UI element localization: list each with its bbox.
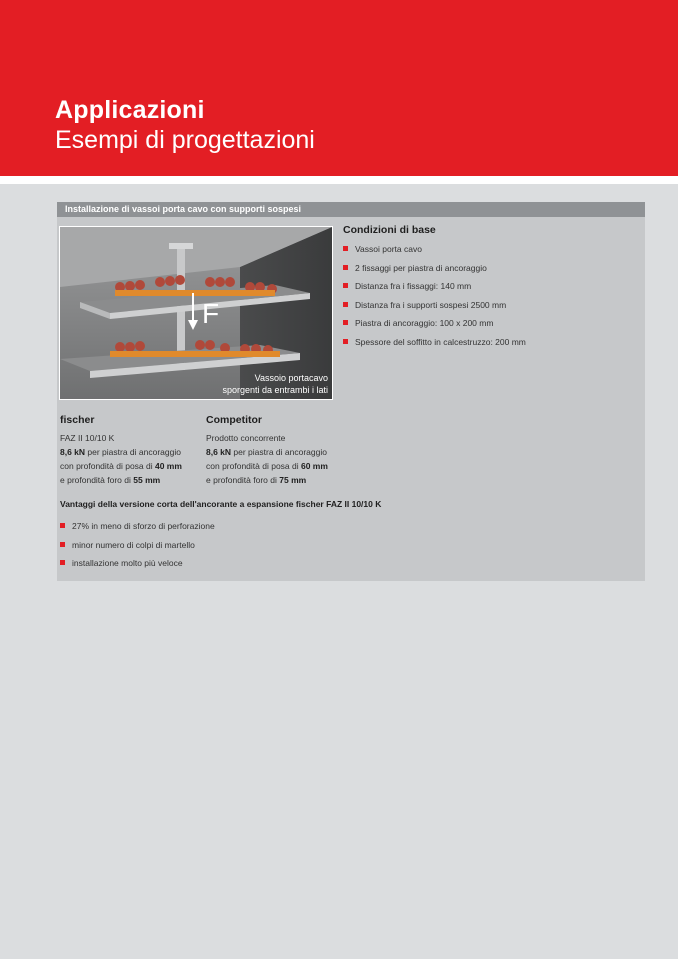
list-item: Vassoi porta cavo xyxy=(343,240,643,259)
installation-photo xyxy=(59,226,333,400)
list-item: 27% in meno di sforzo di perforazione xyxy=(60,517,390,536)
fischer-column xyxy=(60,414,205,487)
fischer-depth-line: con profondità di posa di 40 mm xyxy=(60,461,182,471)
competitor-hole-line: e profondità foro di 75 mm xyxy=(206,475,307,485)
list-item: Distanza fra i supporti sospesi 2500 mm xyxy=(343,296,643,315)
red-square-bullet-icon xyxy=(343,302,348,307)
red-square-bullet-icon xyxy=(343,339,348,344)
page-title: Applicazioni xyxy=(55,96,205,124)
fischer-product: FAZ II 10/10 K xyxy=(60,433,115,443)
force-label: F xyxy=(202,298,220,329)
page-subtitle: Esempi di progettazioni xyxy=(55,126,315,154)
header-divider xyxy=(0,176,678,184)
header-banner xyxy=(0,0,678,176)
list-item: Spessore del soffitto in calcestruzzo: 200 mm xyxy=(343,333,643,352)
advantages-section xyxy=(60,498,390,573)
base-conditions-title: Condizioni di base xyxy=(343,224,436,236)
content-panel xyxy=(57,202,645,581)
fischer-hole-line: e profondità foro di 55 mm xyxy=(60,475,161,485)
panel-title-bar: Installazione di vassoi porta cavo con supporti sospesi xyxy=(57,202,645,217)
list-item: 2 fissaggi per piastra di ancoraggio xyxy=(343,259,643,278)
list-item: Distanza fra i fissaggi: 140 mm xyxy=(343,277,643,296)
caption-line-1: Vassoio portacavo xyxy=(254,373,328,383)
base-conditions xyxy=(343,224,643,351)
list-item: installazione molto più veloce xyxy=(60,554,390,573)
competitor-title: Competitor xyxy=(206,414,262,426)
photo-caption xyxy=(222,372,328,396)
advantages-list xyxy=(60,517,390,573)
competitor-product: Prodotto concorrente xyxy=(206,433,286,443)
red-square-bullet-icon xyxy=(343,283,348,288)
red-square-bullet-icon xyxy=(343,246,348,251)
fischer-title: fischer xyxy=(60,414,95,426)
competitor-column xyxy=(206,414,351,487)
red-square-bullet-icon xyxy=(343,320,348,325)
competitor-depth-line: con profondità di posa di 60 mm xyxy=(206,461,328,471)
red-square-bullet-icon xyxy=(60,542,65,547)
fischer-load-line: 8,6 kN per piastra di ancoraggio xyxy=(60,447,181,457)
red-square-bullet-icon xyxy=(343,265,348,270)
advantages-title: Vantaggi della versione corta dell'ancorante a espansione fischer FAZ II 10/10 K xyxy=(60,499,382,509)
caption-line-2: sporgenti da entrambi i lati xyxy=(222,385,328,395)
list-item: minor numero di colpi di martello xyxy=(60,536,390,555)
base-conditions-list xyxy=(343,240,643,351)
list-item: Piastra di ancoraggio: 100 x 200 mm xyxy=(343,314,643,333)
competitor-load-line: 8,6 kN per piastra di ancoraggio xyxy=(206,447,327,457)
red-square-bullet-icon xyxy=(60,523,65,528)
red-square-bullet-icon xyxy=(60,560,65,565)
